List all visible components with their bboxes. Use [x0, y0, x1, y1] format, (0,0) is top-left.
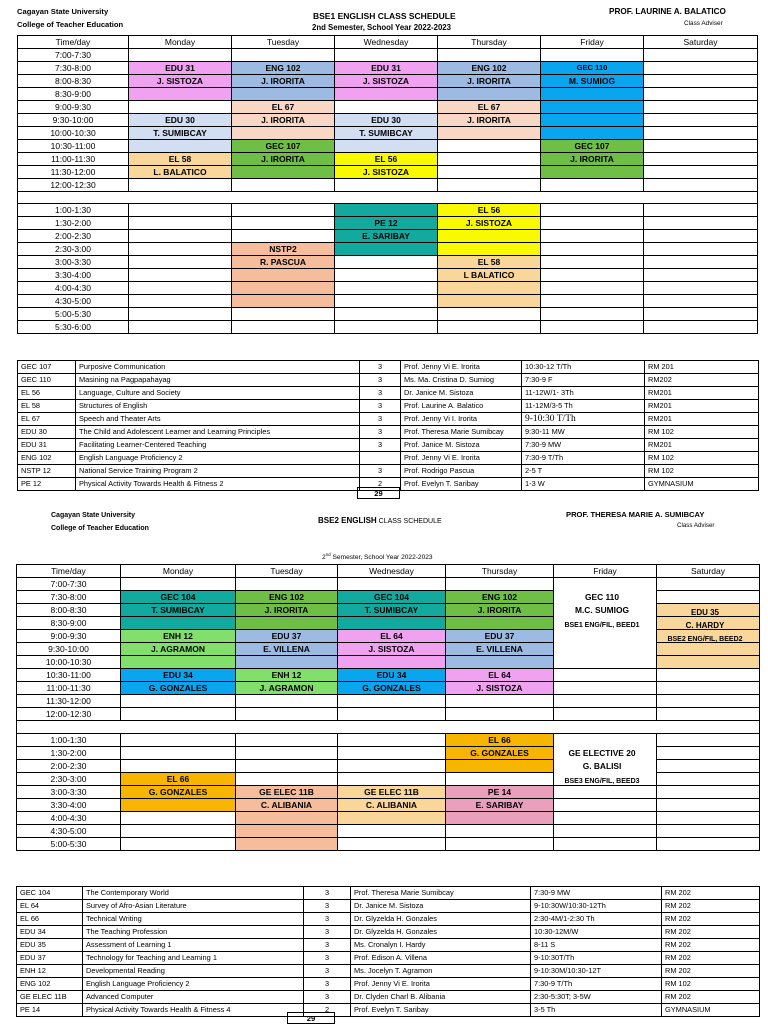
instructor-cell: G. BALISI [582, 761, 622, 771]
class-cell: GEC 110 [585, 592, 619, 602]
class-cell: EDU 34 [338, 669, 446, 682]
class-cell: EL 67 [438, 101, 541, 114]
subject-row: EDU 30 The Child and Adolescent Learner and Learning Principles 3 Prof. Theresa Marie Sumibcay 9:30-11 MW RM 102 [18, 426, 759, 439]
time-slot: 10:30-11:00 [17, 669, 121, 682]
time-slot: 12:00-12:30 [18, 179, 129, 192]
class-cell: EL 66 [446, 734, 554, 747]
time-slot: 10:00-10:30 [17, 656, 121, 669]
instructor-cell: J. SISTOZA [335, 166, 438, 179]
class-cell: ENH 12 [236, 669, 338, 682]
subject-row: EDU 34 The Teaching Profession 3 Dr. Glyzelda H. Gonzales 10:30-12M/W RM 202 [17, 926, 760, 939]
total-units: 29 [357, 487, 400, 499]
subject-row: GEC 110 Masining na Pagpapahayag 3 Ms. Ma. Cristina D. Sumiog 7:30-9 F RM202 [18, 374, 759, 387]
instructor-cell: J. SISTOZA [335, 75, 438, 88]
subject-row: EL 66 Technical Writing 3 Dr. Glyzelda H. Gonzales 2:30-4M/1-2:30 Th RM 202 [17, 913, 760, 926]
bse2-subject-list [16, 886, 760, 1017]
subject-row: EL 64 Survey of Afro-Asian Literature 3 Dr. Janice M. Sistoza 9-10:30W/10:30-12Th RM 202 [17, 900, 760, 913]
subject-row: ENG 102 English Language Proficiency 2 Prof. Jenny Vi E. Irorita 7:30-9 T/Th RM 102 [18, 452, 759, 465]
time-slot: 4:00-4:30 [18, 282, 129, 295]
time-slot: 11:30-12:00 [18, 166, 129, 179]
time-slot: 8:30-9:00 [18, 88, 129, 101]
instructor-cell: C. ALIBANIA [338, 799, 446, 812]
class-cell: GEC 107 [541, 140, 644, 153]
schedule-title: BSE1 ENGLISH CLASS SCHEDULE [313, 11, 456, 21]
semester-num: 2 [322, 554, 326, 562]
instructor-cell: T. SUMIBCAY [335, 127, 438, 140]
class-cell: EL 56 [438, 204, 541, 217]
schedule-title [318, 516, 442, 525]
schedule-title-bold: BSE2 ENGLISH [318, 516, 377, 525]
class-cell: GE ELEC 11B [236, 786, 338, 799]
time-slot: 4:00-4:30 [17, 812, 121, 825]
university-name: Cagayan State University [17, 7, 109, 16]
college-name: College of Teacher Education [17, 20, 124, 29]
semester-sup: nd [325, 552, 331, 557]
header-wednesday: Wednesday [338, 565, 446, 578]
class-cell: EL 67 [232, 101, 335, 114]
time-slot: 7:30-8:00 [17, 591, 121, 604]
class-cell: EDU 31 [129, 62, 232, 75]
total-units: 29 [287, 1012, 335, 1024]
instructor-cell: J. IRORITA [232, 75, 335, 88]
class-cell: EDU 30 [335, 114, 438, 127]
class-cell: EL 58 [438, 256, 541, 269]
instructor-cell: E. SARIBAY [335, 230, 438, 243]
instructor-cell: R. PASCUA [232, 256, 335, 269]
time-slot: 8:00-8:30 [18, 75, 129, 88]
time-slot: 2:00-2:30 [17, 760, 121, 773]
instructor-cell: M.C. SUMIOG [575, 605, 629, 615]
time-slot: 2:00-2:30 [18, 230, 129, 243]
bse1-schedule-grid [17, 35, 758, 334]
time-slot: 1:00-1:30 [17, 734, 121, 747]
header-saturday: Saturday [644, 36, 758, 49]
friday-am-cell [554, 578, 657, 656]
subject-row: NSTP 12 National Service Training Program 2 3 Prof. Rodrigo Pascua 2-5 T RM 102 [18, 465, 759, 478]
time-slot: 1:00-1:30 [18, 204, 129, 217]
semester-text: Semester, School Year 2022-2023 [330, 554, 433, 562]
time-slot: 9:00-9:30 [17, 630, 121, 643]
class-cell: GEC 104 [121, 591, 236, 604]
class-cell: EL 64 [446, 669, 554, 682]
class-cell: GEC 107 [232, 140, 335, 153]
header-monday: Monday [121, 565, 236, 578]
class-cell: EL 64 [338, 630, 446, 643]
subject-row: PE 14 Physical Activity Towards Health & Fitness 4 2 Prof. Evelyn T. Saribay 3-5 Th GYMNASIUM [17, 1004, 760, 1017]
instructor-cell: T. SUMIBCAY [129, 127, 232, 140]
instructor-cell: G. GONZALES [338, 682, 446, 695]
semester-label: 2nd Semester, School Year 2022-2023 [312, 23, 451, 32]
time-slot: 1:30-2:00 [17, 747, 121, 760]
instructor-cell: J. AGRAMON [121, 643, 236, 656]
time-slot: 8:00-8:30 [17, 604, 121, 617]
subject-row: ENG 102 English Language Proficiency 2 3 Prof. Jenny Vi E. Irorita 7:30-9 T/Th RM 102 [17, 978, 760, 991]
time-slot: 3:30-4:00 [17, 799, 121, 812]
header-time: Time/day [18, 36, 129, 49]
subject-row: GEC 107 Purposive Communication 3 Prof. Jenny Vi E. Irorita 10:30-12 T/Th RM 201 [18, 361, 759, 374]
class-cell: GE ELECTIVE 20 [568, 748, 636, 758]
class-cell: GEC 110 [541, 62, 644, 75]
time-slot: 7:30-8:00 [18, 62, 129, 75]
semester-label [322, 552, 433, 561]
time-slot: 9:00-9:30 [18, 101, 129, 114]
time-slot: 10:00-10:30 [18, 127, 129, 140]
header-wednesday: Wednesday [335, 36, 438, 49]
time-slot: 11:30-12:00 [17, 695, 121, 708]
time-slot: 8:30-9:00 [17, 617, 121, 630]
instructor-cell: C. ALIBANIA [236, 799, 338, 812]
instructor-cell: J. SISTOZA [438, 217, 541, 230]
class-cell: PE 12 [335, 217, 438, 230]
instructor-cell: T. SUMIBCAY [121, 604, 236, 617]
instructor-cell: G. GONZALES [121, 786, 236, 799]
section-note: BSE3 ENG/FIL, BEED3 [564, 778, 640, 785]
class-cell: GEC 104 [338, 591, 446, 604]
instructor-cell: J. IRORITA [232, 114, 335, 127]
section-note: BSE1 ENG/FIL, BEED1 [564, 622, 640, 629]
instructor-cell: J. SISTOZA [129, 75, 232, 88]
class-cell: PE 14 [446, 786, 554, 799]
adviser-name: PROF. LAURINE A. BALATICO [609, 7, 726, 16]
header-time: Time/day [17, 565, 121, 578]
instructor-cell: J. IRORITA [541, 153, 644, 166]
time-slot: 2:30-3:00 [18, 243, 129, 256]
time-slot: 5:30-6:00 [18, 321, 129, 334]
time-slot: 10:30-11:00 [18, 140, 129, 153]
subject-row: EDU 31 Facilitating Learner-Centered Teaching 3 Prof. Janice M. Sistoza 7:30-9 MW RM201 [18, 439, 759, 452]
time-slot: 5:00-5:30 [17, 838, 121, 851]
time-slot: 3:30-4:00 [18, 269, 129, 282]
class-cell: ENG 102 [446, 591, 554, 604]
time-slot: 7:00-7:30 [18, 49, 129, 62]
section-note: BSE2 ENG/FIL, BEED2 [667, 636, 743, 643]
time-slot: 9:30-10:00 [18, 114, 129, 127]
subject-row: EL 56 Language, Culture and Society 3 Dr. Janice M. Sistoza 11-12W/1- 3Th RM201 [18, 387, 759, 400]
instructor-cell: E. SARIBAY [446, 799, 554, 812]
instructor-cell: J. SISTOZA [446, 682, 554, 695]
class-cell: ENH 12 [121, 630, 236, 643]
time-slot: 7:00-7:30 [17, 578, 121, 591]
header-friday: Friday [554, 565, 657, 578]
header-thursday: Thursday [438, 36, 541, 49]
subject-row: EDU 37 Technology for Teaching and Learning 1 3 Prof. Edison A. Villena 9-10:30T/Th RM 202 [17, 952, 760, 965]
time-slot: 3:00-3:30 [18, 256, 129, 269]
time-slot: 1:30-2:00 [18, 217, 129, 230]
instructor-cell: L BALATICO [438, 269, 541, 282]
class-cell: EDU 35 [690, 608, 719, 617]
class-cell: ENG 102 [236, 591, 338, 604]
instructor-cell: G. GONZALES [121, 682, 236, 695]
subject-row: EL 67 Speech and Theater Arts 3 Prof. Jenny Vi I. Irorita 9-10:30 T/Th RM201 [18, 413, 759, 426]
bse1-subject-list [17, 360, 759, 491]
instructor-cell: M. SUMIOG [541, 75, 644, 88]
college-name: College of Teacher Education [51, 525, 149, 532]
header-tuesday: Tuesday [232, 36, 335, 49]
subject-row: PE 12 Physical Activity Towards Health & Fitness 2 2 Prof. Evelyn T. Saribay 1-3 W GYMNASIUM [18, 478, 759, 491]
instructor-cell: J. IRORITA [446, 604, 554, 617]
instructor-cell: J. AGRAMON [236, 682, 338, 695]
time-slot: 3:00-3:30 [17, 786, 121, 799]
time-slot: 12:00-12:30 [17, 708, 121, 721]
instructor-cell: L. BALATICO [129, 166, 232, 179]
time-slot: 2:30-3:00 [17, 773, 121, 786]
university-name: Cagayan State University [51, 512, 136, 519]
class-cell: EL 66 [121, 773, 236, 786]
class-cell: ENG 102 [232, 62, 335, 75]
class-cell: EDU 37 [446, 630, 554, 643]
time-slot: 4:30-5:00 [17, 825, 121, 838]
header-thursday: Thursday [446, 565, 554, 578]
instructor-cell: J. IRORITA [438, 75, 541, 88]
class-cell: EDU 31 [335, 62, 438, 75]
subject-row: GE ELEC 11B Advanced Computer 3 Dr. Clyden Charl B. Alibania 2:30-5:30T; 3-5W RM 202 [17, 991, 760, 1004]
time-slot: 5:00-5:30 [18, 308, 129, 321]
subject-row: ENH 12 Developmental Reading 3 Ms. Jocelyn T. Agramon 9-10:30M/10:30-12T RM 202 [17, 965, 760, 978]
instructor-cell: J. IRORITA [236, 604, 338, 617]
subject-row: EL 58 Structures of English 3 Prof. Laurine A. Balatico 11-12M/3-5 Th RM201 [18, 400, 759, 413]
time-slot: 9:30-10:00 [17, 643, 121, 656]
instructor-cell: C. HARDY [685, 621, 725, 630]
adviser-label: Class Adviser [684, 20, 723, 27]
instructor-cell: J. SISTOZA [338, 643, 446, 656]
instructor-cell: G. GONZALES [446, 747, 554, 760]
instructor-cell: J. IRORITA [232, 153, 335, 166]
class-cell: EL 58 [129, 153, 232, 166]
schedule-title-rest: CLASS SCHEDULE [376, 518, 442, 525]
class-cell: EDU 34 [121, 669, 236, 682]
class-cell: GE ELEC 11B [338, 786, 446, 799]
header-saturday: Saturday [657, 565, 760, 578]
adviser-label: Class Adviser [677, 522, 715, 529]
class-cell: EL 56 [335, 153, 438, 166]
class-cell: ENG 102 [438, 62, 541, 75]
time-slot: 11:00-11:30 [18, 153, 129, 166]
instructor-cell: J. IRORITA [438, 114, 541, 127]
class-cell: NSTP2 [232, 243, 335, 256]
instructor-cell: T. SUMIBCAY [338, 604, 446, 617]
header-friday: Friday [541, 36, 644, 49]
instructor-cell: E. VILLENA [236, 643, 338, 656]
class-cell: EDU 37 [236, 630, 338, 643]
class-cell: EDU 30 [129, 114, 232, 127]
time-slot: 11:00-11:30 [17, 682, 121, 695]
header-tuesday: Tuesday [236, 565, 338, 578]
adviser-name: PROF. THERESA MARIE A. SUMIBCAY [566, 510, 705, 519]
header-monday: Monday [129, 36, 232, 49]
subject-row: GEC 104 The Contemporary World 3 Prof. Theresa Marie Sumibcay 7:30-9 MW RM 202 [17, 887, 760, 900]
subject-row: EDU 35 Assessment of Learning 1 3 Ms. Cronalyn I. Hardy 8-11 S RM 202 [17, 939, 760, 952]
time-slot: 4:30-5:00 [18, 295, 129, 308]
instructor-cell: E. VILLENA [446, 643, 554, 656]
